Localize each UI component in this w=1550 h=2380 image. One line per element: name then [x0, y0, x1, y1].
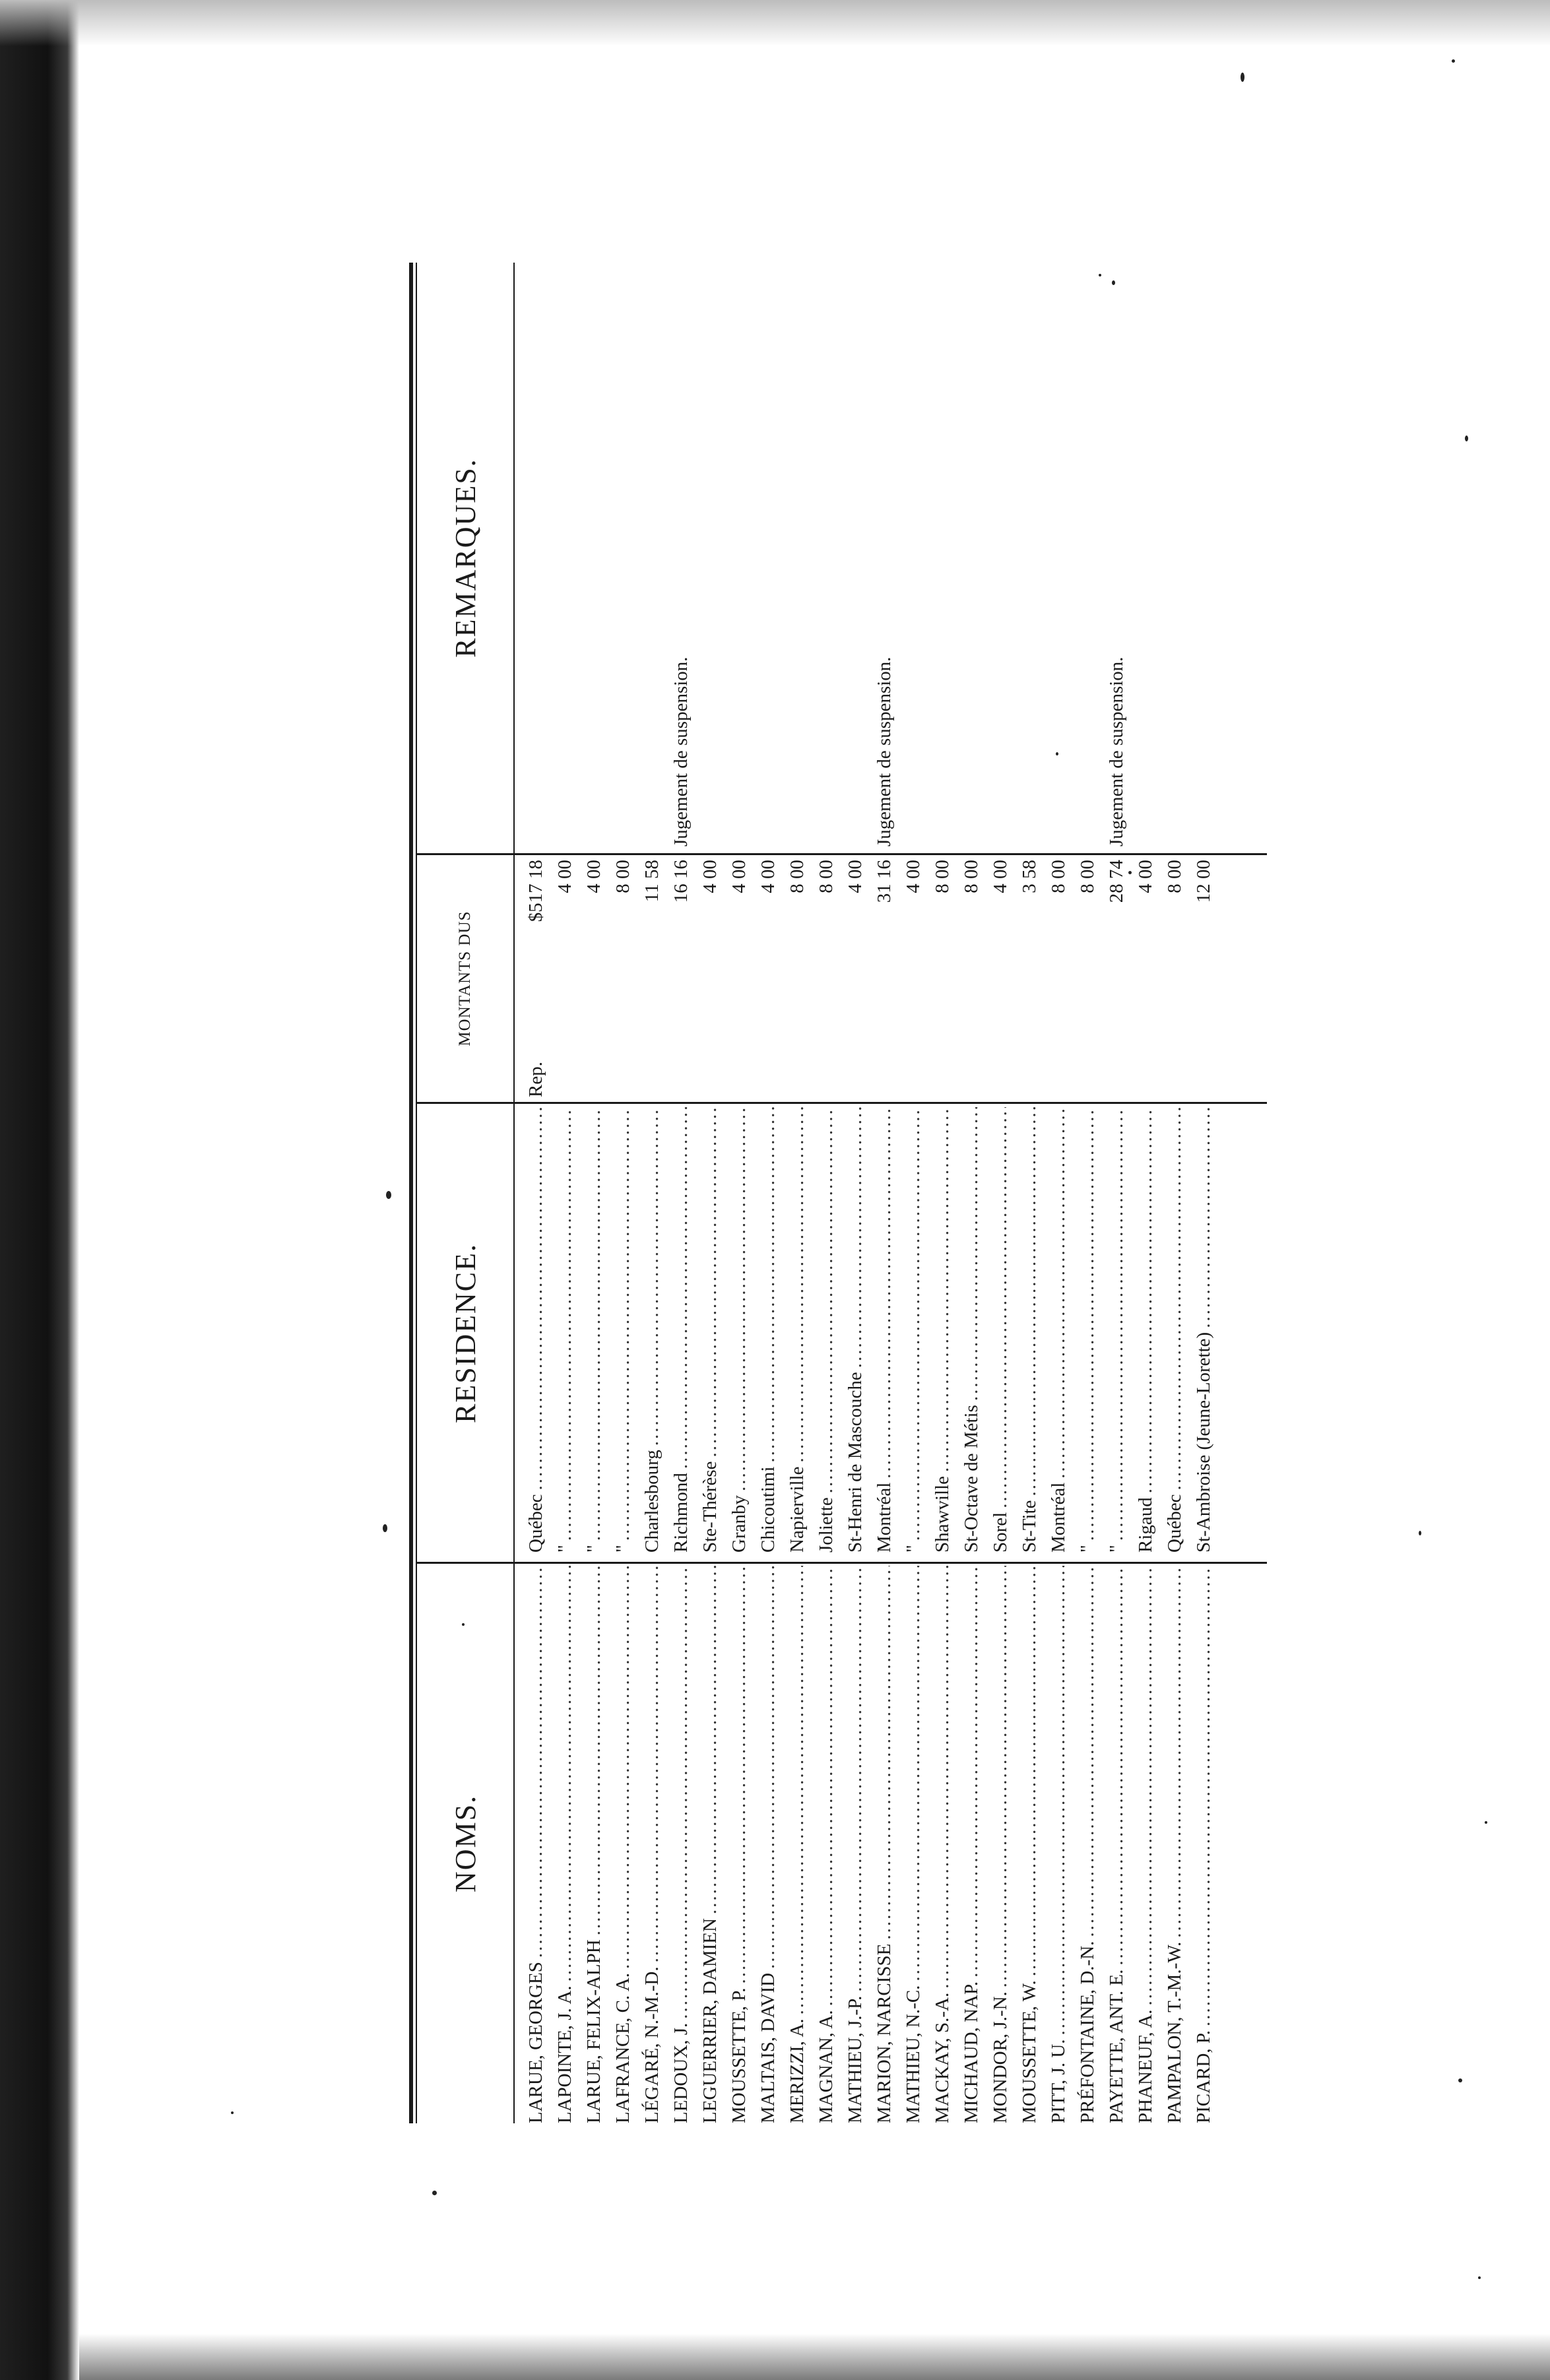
- top-double-rule: [409, 263, 413, 2123]
- cell-montant: [608, 860, 637, 1097]
- cell-montant: [754, 860, 783, 1097]
- residence-text: Québec: [525, 1494, 546, 1553]
- amount-value: 11 58: [641, 860, 662, 903]
- residence-text: Charlesbourg: [641, 1450, 662, 1553]
- table-row: [1073, 263, 1102, 2123]
- leader-dots: [1073, 1107, 1102, 1541]
- scan-bottom-shadow: [79, 2334, 1550, 2380]
- nom-text: MOUSSETTE, W.: [1019, 1980, 1040, 2123]
- table-row: [1015, 263, 1044, 2123]
- nom-text: LAFRANCE, C. A.: [612, 1972, 633, 2123]
- leader-dots: [957, 1566, 986, 1978]
- cell-nom: [986, 1566, 1015, 2123]
- leader-dots: [1102, 1566, 1131, 1966]
- amount-value: 28 74: [1106, 860, 1127, 903]
- leader-dots: [1131, 1107, 1160, 1493]
- cell-residence: [1131, 1107, 1160, 1553]
- amount-value: 4 00: [758, 860, 779, 893]
- table-row: [928, 263, 957, 2123]
- cell-nom: [725, 1566, 754, 2123]
- cell-montant: [1073, 860, 1102, 1097]
- cell-remarque: [637, 279, 666, 847]
- cell-residence: [521, 1107, 550, 1553]
- cell-residence: [550, 1107, 579, 1553]
- nom-text: LEDOUX, J.: [670, 2022, 692, 2123]
- nom-text: PICARD, P.: [1193, 2030, 1214, 2123]
- nom-text: MOUSSETTE, P.: [728, 1987, 750, 2123]
- cell-remarque: [1073, 279, 1102, 847]
- cell-residence: [1073, 1107, 1102, 1553]
- cell-remarque: [1131, 279, 1160, 847]
- cell-nom: [812, 1566, 841, 2123]
- leader-dots: [928, 1107, 957, 1472]
- leader-dots: [1102, 1107, 1131, 1541]
- amount-value: 4 00: [728, 860, 750, 893]
- table-row: [579, 263, 608, 2123]
- table-row: [754, 263, 783, 2123]
- leader-dots: [695, 1107, 725, 1458]
- cell-residence: [1102, 1107, 1131, 1553]
- nom-text: LÉGARÉ, N.-M.-D.: [641, 1966, 662, 2123]
- leader-dots: [579, 1107, 608, 1541]
- scan-speck: [1452, 59, 1455, 63]
- leader-dots: [841, 1566, 870, 1992]
- scan-speck: [1458, 2078, 1462, 2082]
- nom-text: LARUE, GEORGES: [525, 1962, 546, 2123]
- leader-dots: [695, 1566, 725, 1914]
- table-row: [695, 263, 725, 2123]
- scan-speck: [1419, 1531, 1421, 1535]
- leader-dots: [637, 1107, 666, 1446]
- cell-remarque: [725, 279, 754, 847]
- amount-value: 8 00: [961, 860, 982, 893]
- cell-residence: [957, 1107, 986, 1553]
- cell-residence: [1044, 1107, 1073, 1553]
- leader-dots: [986, 1566, 1015, 1987]
- table-row: [666, 263, 695, 2123]
- leader-dots: [637, 1566, 666, 1962]
- amount-prefix: Rep.: [525, 1062, 546, 1097]
- nom-text: MERIZZI, A.: [787, 2018, 808, 2123]
- cell-montant: [695, 860, 725, 1097]
- cell-nom: [754, 1566, 783, 2123]
- table-row: [812, 263, 841, 2123]
- scan-binding-edge: [0, 0, 79, 2380]
- table-row: [1131, 263, 1160, 2123]
- cell-remarque: Jugement de suspension.: [670, 657, 692, 847]
- cell-residence: [899, 1107, 928, 1553]
- leader-dots: [725, 1107, 754, 1491]
- cell-montant: [783, 860, 812, 1097]
- nom-text: MARION, NARCISSE: [874, 1943, 895, 2123]
- cell-remarque: [754, 279, 783, 847]
- leader-dots: [1044, 1566, 1073, 2035]
- table-row: [1044, 263, 1073, 2123]
- residence-text: St-Octave de Métis: [961, 1405, 982, 1553]
- cell-nom: [695, 1566, 725, 2123]
- cell-nom: [1044, 1566, 1073, 2123]
- header-remarques: REMARQUES.: [449, 458, 482, 658]
- cell-residence: [695, 1107, 725, 1553]
- cell-montant: [637, 860, 666, 1097]
- cell-montant: [521, 860, 550, 1097]
- cell-remarque: Jugement de suspension.: [874, 657, 895, 847]
- leader-dots: [521, 1566, 550, 1958]
- cell-residence: [637, 1107, 666, 1553]
- scan-speck: [231, 2111, 234, 2114]
- cell-residence: [1015, 1107, 1044, 1553]
- cell-nom: [550, 1566, 579, 2123]
- leader-dots: [579, 1566, 608, 1935]
- amount-value: 3 58: [1019, 860, 1040, 893]
- cell-residence: [754, 1107, 783, 1553]
- residence-text: St-Ambroise (Jeune-Lorette): [1193, 1332, 1214, 1553]
- cell-montant: [1044, 860, 1073, 1097]
- amount-value: 4 00: [1135, 860, 1156, 893]
- cell-residence: [579, 1107, 608, 1553]
- amount-value: 8 00: [932, 860, 953, 893]
- leader-dots: [1015, 1107, 1044, 1496]
- residence-text: Sorel: [990, 1512, 1011, 1553]
- nom-text: MICHAUD, NAP.: [961, 1981, 982, 2123]
- cell-nom: [1131, 1566, 1160, 2123]
- leader-dots: [608, 1566, 637, 1969]
- residence-text: Montréal: [1048, 1482, 1069, 1553]
- amount-value: 8 00: [816, 860, 837, 893]
- leader-dots: [841, 1107, 870, 1368]
- cell-nom: [521, 1566, 550, 2123]
- cell-montant: [899, 860, 928, 1097]
- cell-montant: [812, 860, 841, 1097]
- cell-montant: [841, 860, 870, 1097]
- residence-text: Ste-Thérèse: [699, 1461, 721, 1553]
- cell-nom: [870, 1566, 899, 2123]
- table-row: [608, 263, 637, 2123]
- amount-value: 4 00: [699, 860, 721, 893]
- cell-nom: [637, 1566, 666, 2123]
- leader-dots: [1073, 1566, 1102, 1937]
- cell-montant: [725, 860, 754, 1097]
- leader-dots: [957, 1107, 986, 1401]
- cell-montant: [579, 860, 608, 1097]
- leader-dots: [550, 1566, 579, 1981]
- leader-dots: [666, 1107, 695, 1469]
- residence-text: Shawville: [932, 1476, 953, 1553]
- leader-dots: [1160, 1107, 1189, 1490]
- amount-value: 4 00: [990, 860, 1011, 893]
- cell-montant: [1102, 860, 1131, 1097]
- nom-text: MALTAIS, DAVID: [758, 1972, 779, 2123]
- leader-dots: [1160, 1566, 1189, 1938]
- amount-value: 16 16: [670, 860, 692, 903]
- cell-remarque: [957, 279, 986, 847]
- leader-dots: [754, 1107, 783, 1463]
- cell-nom: [899, 1566, 928, 2123]
- residence-text: Joliette: [816, 1497, 837, 1553]
- amount-value: $517 18: [525, 860, 546, 922]
- cell-montant: [870, 860, 899, 1097]
- nom-text: PAMPALON, T.-M.-W.: [1164, 1941, 1185, 2123]
- table-row: [637, 263, 666, 2123]
- residence-text: ": [612, 1545, 633, 1553]
- cell-remarque: [1160, 279, 1189, 847]
- cell-remarque: [928, 279, 957, 847]
- leader-dots: [1131, 1566, 1160, 2005]
- scan-top-shadow: [0, 0, 1550, 46]
- residence-text: ": [554, 1545, 575, 1553]
- leader-dots: [899, 1566, 928, 1981]
- cell-remarque: [1044, 279, 1073, 847]
- cell-remarque: [695, 279, 725, 847]
- table-body: [521, 263, 1218, 2123]
- cell-remarque: [986, 279, 1015, 847]
- scan-speck: [1485, 1821, 1487, 1824]
- scan-speck: [1465, 435, 1468, 441]
- cell-residence: [986, 1107, 1015, 1553]
- nom-text: MONDOR, J.-N.: [990, 1991, 1011, 2123]
- leader-dots: [986, 1107, 1015, 1508]
- cell-remarque: [579, 279, 608, 847]
- residence-text: St-Tite: [1019, 1500, 1040, 1553]
- cell-nom: [841, 1566, 870, 2123]
- scan-speck: [383, 1524, 387, 1532]
- leader-dots: [1189, 1107, 1218, 1328]
- leader-dots: [812, 1566, 841, 2006]
- cell-montant: [1160, 860, 1189, 1097]
- cell-remarque: [521, 279, 550, 847]
- table-row: [783, 263, 812, 2123]
- amount-value: 8 00: [787, 860, 808, 893]
- residence-text: Granby: [728, 1495, 750, 1553]
- leader-dots: [783, 1107, 812, 1463]
- table-row: [521, 263, 550, 2123]
- cell-nom: [1073, 1566, 1102, 2123]
- table-row: [1102, 263, 1131, 2123]
- cell-residence: [928, 1107, 957, 1553]
- residence-text: ": [1077, 1545, 1098, 1553]
- cell-remarque: [899, 279, 928, 847]
- residence-text: ": [903, 1545, 924, 1553]
- nom-text: MATHIEU, N.-C.: [903, 1985, 924, 2123]
- cell-nom: [579, 1566, 608, 2123]
- table-row: [1160, 263, 1189, 2123]
- leader-dots: [870, 1566, 899, 1940]
- nom-text: MACKAY, S.-A.: [932, 1992, 953, 2123]
- nom-text: LEGUERRIER, DAMIEN: [699, 1918, 721, 2123]
- cell-residence: [666, 1107, 695, 1553]
- amount-value: 12 00: [1193, 860, 1214, 903]
- cell-montant: [550, 860, 579, 1097]
- cell-nom: [666, 1566, 695, 2123]
- nom-text: PRÉFONTAINE, D.-N.: [1077, 1941, 1098, 2123]
- leader-dots: [1044, 1107, 1073, 1479]
- top-double-rule-inner: [416, 263, 417, 2123]
- leader-dots: [1189, 1566, 1218, 2026]
- nom-text: MAGNAN, A.: [816, 2010, 837, 2123]
- table-row: [1189, 263, 1218, 2123]
- cell-remarque: [1189, 279, 1218, 847]
- cell-montant: [1015, 860, 1044, 1097]
- cell-nom: [957, 1566, 986, 2123]
- cell-remarque: [608, 279, 637, 847]
- cell-nom: [928, 1566, 957, 2123]
- header-montants-dus: MONTANTS DUS: [456, 911, 474, 1046]
- cell-residence: [1189, 1107, 1218, 1553]
- cell-remarque: [841, 279, 870, 847]
- cell-remarque: [783, 279, 812, 847]
- cell-remarque: [550, 279, 579, 847]
- residence-text: St-Henri de Mascouche: [845, 1372, 866, 1553]
- leader-dots: [812, 1107, 841, 1493]
- cell-residence: [1160, 1107, 1189, 1553]
- table-row: [725, 263, 754, 2123]
- leader-dots: [899, 1107, 928, 1541]
- residence-text: ": [583, 1545, 604, 1553]
- table-row: [986, 263, 1015, 2123]
- nom-text: PITT, J. U.: [1048, 2039, 1069, 2123]
- table-row: [841, 263, 870, 2123]
- nom-text: LAPOINTE, J. A.: [554, 1985, 575, 2123]
- residence-text: Québec: [1164, 1494, 1185, 1553]
- leader-dots: [870, 1107, 899, 1479]
- cell-nom: [1102, 1566, 1131, 2123]
- leader-dots: [550, 1107, 579, 1541]
- nom-text: PAYETTE, ANT. E.: [1106, 1969, 1127, 2123]
- scan-speck: [432, 2191, 437, 2195]
- residence-text: Montréal: [874, 1482, 895, 1553]
- scan-speck: [1478, 2276, 1481, 2279]
- amount-value: 4 00: [845, 860, 866, 893]
- cell-nom: [1160, 1566, 1189, 2123]
- rotated-table-sheet: [409, 263, 1267, 2123]
- residence-text: Rigaud: [1135, 1497, 1156, 1553]
- table-row: [870, 263, 899, 2123]
- amount-value: 8 00: [1077, 860, 1098, 893]
- leader-dots: [928, 1566, 957, 1989]
- leader-dots: [783, 1566, 812, 2014]
- amount-value: 4 00: [554, 860, 575, 893]
- cell-nom: [1015, 1566, 1044, 2123]
- leader-dots: [521, 1107, 550, 1490]
- cell-residence: [841, 1107, 870, 1553]
- leader-dots: [754, 1566, 783, 1969]
- residence-text: ": [1106, 1545, 1127, 1553]
- table-row: [957, 263, 986, 2123]
- amount-value: 8 00: [612, 860, 633, 893]
- cell-montant: [1131, 860, 1160, 1097]
- leader-dots: [725, 1566, 754, 1984]
- amount-value: 4 00: [903, 860, 924, 893]
- header-residence: RESIDENCE.: [449, 1243, 482, 1423]
- amount-value: 4 00: [583, 860, 604, 893]
- cell-residence: [812, 1107, 841, 1553]
- scan-speck: [1241, 73, 1244, 82]
- cell-remarque: [812, 279, 841, 847]
- nom-text: PHANEUF, A.: [1135, 2009, 1156, 2123]
- cell-montant: [957, 860, 986, 1097]
- cell-nom: [608, 1566, 637, 2123]
- scan-speck: [386, 1191, 391, 1199]
- cell-remarque: Jugement de suspension.: [1106, 657, 1127, 847]
- residence-text: Richmond: [670, 1473, 692, 1553]
- cell-remarque: [1015, 279, 1044, 847]
- leader-dots: [608, 1107, 637, 1541]
- cell-residence: [870, 1107, 899, 1553]
- amount-value: 8 00: [1164, 860, 1185, 893]
- cell-nom: [783, 1566, 812, 2123]
- table-row: [550, 263, 579, 2123]
- cell-montant: [666, 860, 695, 1097]
- cell-residence: [725, 1107, 754, 1553]
- cell-montant: [986, 860, 1015, 1097]
- nom-text: MATHIEU, J.-P.: [845, 1995, 866, 2123]
- cell-montant: [1189, 860, 1218, 1097]
- amount-value: 31 16: [874, 860, 895, 903]
- cell-nom: [1189, 1566, 1218, 2123]
- leader-dots: [666, 1566, 695, 2019]
- table-row: [899, 263, 928, 2123]
- header-noms: NOMS.: [449, 1794, 482, 1893]
- residence-text: Napierville: [787, 1466, 808, 1553]
- residence-text: Chicoutimi: [758, 1466, 779, 1553]
- amount-value: 8 00: [1048, 860, 1069, 893]
- header-separator: [513, 263, 515, 2123]
- cell-montant: [928, 860, 957, 1097]
- cell-residence: [783, 1107, 812, 1553]
- leader-dots: [1015, 1566, 1044, 1976]
- nom-text: LARUE, FELIX-ALPH: [583, 1939, 604, 2123]
- cell-residence: [608, 1107, 637, 1553]
